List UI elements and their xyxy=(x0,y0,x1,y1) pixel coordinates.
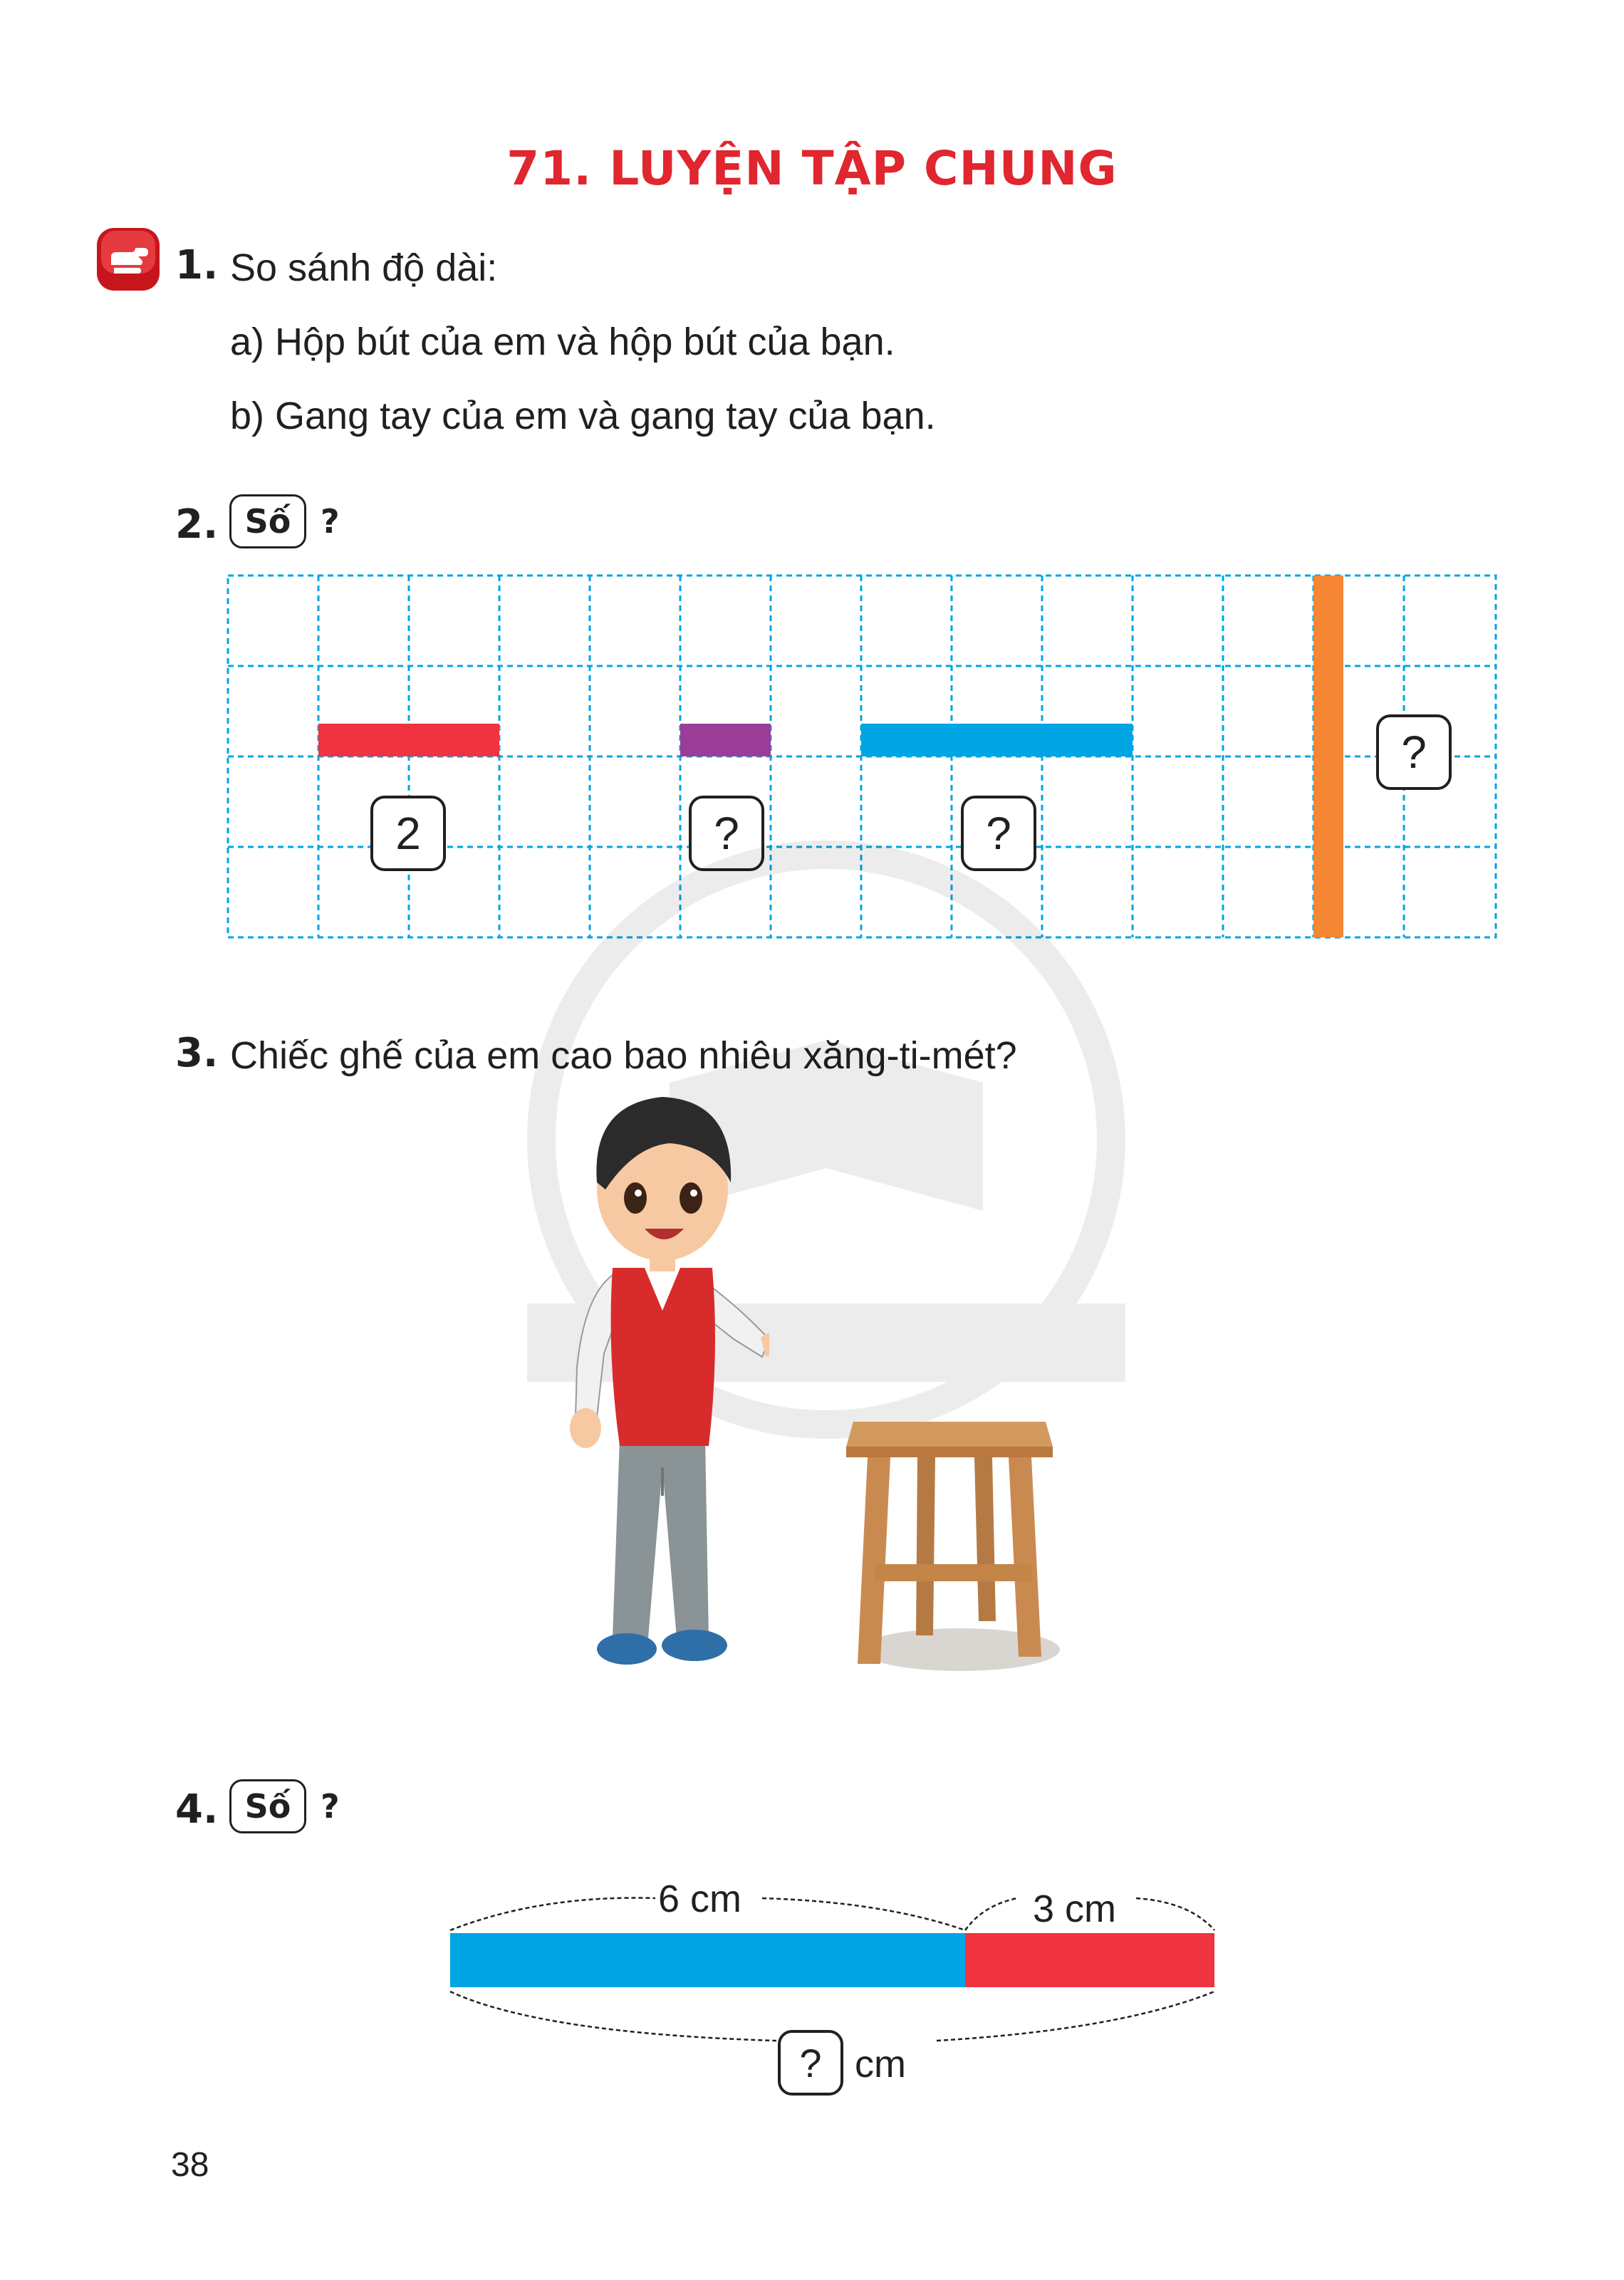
page-title: 71. LUYỆN TẬP CHUNG xyxy=(506,141,1118,196)
exercise3-prompt: Chiếc ghế của em cao bao nhiêu xăng-ti-mét? xyxy=(230,1034,1017,1077)
red-bar xyxy=(318,724,499,756)
boy-illustration xyxy=(556,1068,769,1695)
page-number: 38 xyxy=(171,2146,209,2184)
exercise1-prompt: So sánh độ dài: xyxy=(230,246,498,289)
exercise3-number: 3. xyxy=(175,1030,219,1076)
blue-bar-answer-box[interactable]: ? xyxy=(961,796,1036,871)
purple-bar-answer-box[interactable]: ? xyxy=(689,796,764,871)
exercise4-number: 4. xyxy=(175,1786,219,1833)
orange-bar xyxy=(1313,576,1343,937)
segment1-bar xyxy=(450,1933,965,1987)
total-answer-box[interactable]: ? xyxy=(778,2030,843,2096)
wooden-stool-illustration xyxy=(846,1407,1060,1685)
exercise2-so-label: Số xyxy=(229,494,306,548)
segment1-length-label: 6 cm xyxy=(658,1878,742,1920)
exercise2-number: 2. xyxy=(175,501,219,548)
segment2-length-label: 3 cm xyxy=(1033,1888,1117,1930)
exercise4-so-label: Số xyxy=(229,1779,306,1833)
total-unit-label: cm xyxy=(855,2043,906,2086)
exercise1-item-a: a) Hộp bút của em và hộp bút của bạn. xyxy=(230,321,895,363)
purple-bar xyxy=(680,724,771,756)
orange-bar-answer-box[interactable]: ? xyxy=(1376,714,1452,790)
red-bar-answer-box[interactable]: 2 xyxy=(370,796,446,871)
exercise4-question-mark: ? xyxy=(321,1787,340,1826)
exercise1-number: 1. xyxy=(175,242,219,288)
blue-bar xyxy=(861,724,1133,756)
segment2-bar xyxy=(965,1933,1214,1987)
exercise1-item-b: b) Gang tay của em và gang tay của bạn. xyxy=(230,395,936,437)
exercise2-question-mark: ? xyxy=(321,502,340,541)
hand-pointing-icon xyxy=(94,225,162,293)
